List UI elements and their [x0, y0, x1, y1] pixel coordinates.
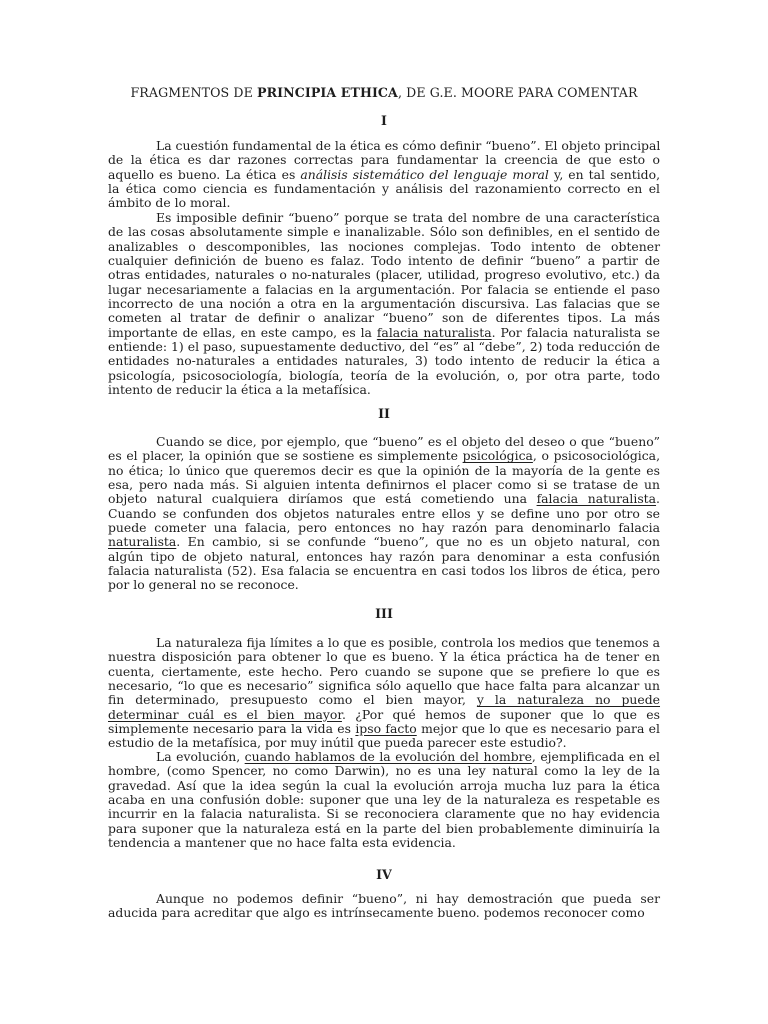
text-line	[108, 550, 660, 564]
text-run: La evolución,	[156, 749, 245, 764]
text-run: analizables o descomponibles, las nociones complejas. Todo intento de obtener	[108, 238, 660, 254]
text-run: tendencia a mantener que no hace falta esta evidencia.	[108, 835, 456, 851]
text-line	[108, 793, 660, 807]
text-line	[108, 636, 660, 650]
text-line	[108, 182, 660, 196]
text-line	[108, 254, 660, 268]
text-line	[108, 564, 660, 578]
text-run: La cuestión fundamental de la ética es cómo definir “bueno”. El objeto principal	[156, 138, 661, 153]
text-run: algún tipo de objeto natural, entonces hay razón para denominar a esta confusión	[108, 548, 660, 564]
text-run: cometen al tratar de definir o analizar “bueno” son de diferentes tipos. La más	[108, 310, 660, 326]
text-line	[108, 153, 660, 167]
text-run: de las cosas absolutamente simple e inanalizable. Sólo son definibles, en el sentido de	[108, 224, 660, 240]
text-run: para suponer que la naturaleza está en la parte del bien probablemente diminuiría la	[108, 820, 660, 836]
text-line	[108, 297, 660, 311]
text-line	[108, 507, 660, 521]
paragraph	[108, 750, 660, 850]
text-run: , ejemplificada en el	[531, 749, 661, 764]
text-line	[108, 650, 660, 664]
paragraph	[108, 139, 660, 211]
text-line	[108, 326, 660, 340]
section-heading: III	[375, 606, 393, 621]
text-run: cuenta, ciertamente, este hecho. Pero cuando se supone que se prefiere lo que es	[108, 663, 660, 679]
text-run: acaba en una confusión doble: suponer que una ley de la naturaleza es respetable es	[108, 792, 660, 808]
text-line	[108, 435, 660, 449]
text-line	[108, 892, 660, 906]
underlined-text: falacia naturalista	[376, 324, 492, 340]
text-line	[108, 750, 660, 764]
text-run: objeto natural cualquiera diríamos que está cometiendo una	[108, 491, 537, 507]
text-run: entiende: 1) el paso, supuestamente deductivo, del “es” al “debe”, 2) toda reducción de	[108, 339, 660, 355]
text-run: importante de ellas, en este campo, es la	[108, 324, 377, 340]
text-run: es el placer, la opinión que se sostiene es simplemente	[108, 448, 463, 464]
text-line	[108, 535, 660, 549]
paragraph	[108, 211, 660, 397]
text-run: incurrir en la falacia naturalista. Si se reconociera claramente que no hay evidencia	[108, 806, 660, 822]
text-run: Cuando se confunden dos objetos naturales entre ellos y se define uno por otro se	[108, 505, 660, 521]
text-line	[108, 807, 660, 821]
text-line	[108, 211, 660, 225]
text-run: ámbito de lo moral.	[108, 195, 231, 211]
paragraph	[108, 636, 660, 751]
text-line	[108, 708, 660, 722]
text-run: estudio de la metafísica, por muy inútil que pueda parecer este estudio?.	[108, 735, 567, 751]
text-line	[108, 449, 660, 463]
text-line	[108, 665, 660, 679]
text-line	[108, 196, 660, 210]
text-line	[108, 139, 660, 153]
text-line	[108, 168, 660, 182]
text-run: Es imposible definir “bueno” porque se trata del nombre de una característica	[156, 210, 660, 225]
text-run: no ética; lo único que queremos decir es que la opinión de la mayoría de la gente es	[108, 462, 660, 478]
text-line	[108, 478, 660, 492]
text-run: la ética como ciencia es fundamentación y análisis del razonamiento correcto en el	[108, 181, 660, 197]
text-run: La naturaleza fija límites a lo que es posible, controla los medios que tenemos a	[156, 635, 660, 650]
paragraph	[108, 435, 660, 593]
text-line	[108, 225, 660, 239]
italic-text: análisis sistemático del lenguaje moral	[300, 166, 549, 182]
text-run: por lo general no se reconoce.	[108, 577, 299, 593]
text-line	[108, 492, 660, 506]
text-run: nuestra disposición para obtener lo que es bueno. Y la ética práctica ha de tener en	[108, 649, 660, 665]
text-run: Aunque no podemos definir “bueno”, ni hay demostración que pueda ser	[156, 891, 660, 906]
text-run: hombre, (como Spencer, no como Darwin), no es una ley natural como la ley de la	[108, 763, 660, 779]
text-run: . En cambio, si se confunde “bueno”, que no es un objeto natural, con	[176, 534, 660, 550]
text-line	[108, 340, 660, 354]
text-run: entidades no-naturales a entidades naturales, 3) todo intento de reducir la ética a	[108, 353, 660, 369]
text-run: aquello es bueno. La ética es	[108, 166, 301, 182]
text-run: otras entidades, naturales o no-naturales (placer, utilidad, progreso evolutivo, etc.) da	[108, 267, 660, 283]
text-run: y, en tal sentido,	[548, 166, 661, 182]
text-run: aducida para acreditar que algo es intrínsecamente bueno. podemos reconocer como	[108, 905, 645, 921]
underlined-text: falacia naturalista	[536, 491, 657, 507]
text-run: . Por falacia naturalista se	[491, 324, 660, 340]
text-run: .	[656, 491, 660, 507]
text-run: gravedad. Así que la idea según la cual la evolución arroja mucha luz para la ética	[108, 777, 660, 793]
text-run: lugar necesariamente a falacias en la argumentación. Por falacia se entiende el paso	[108, 281, 660, 297]
underlined-text: determinar cuál es el bien mayor	[108, 706, 342, 722]
title-suffix: , DE G.E. MOORE PARA COMENTAR	[397, 85, 638, 100]
text-line	[108, 240, 660, 254]
text-run: esa, pero nada más. Si alguien intenta definirnos el placer como si se tratase de un	[108, 477, 660, 493]
text-run: incorrecto de una noción a otra en la argumentación discursiva. Las falacias que se	[108, 296, 660, 312]
title-prefix: FRAGMENTOS DE	[130, 85, 257, 100]
text-line	[108, 779, 660, 793]
text-line	[108, 311, 660, 325]
text-line	[108, 354, 660, 368]
text-line	[108, 283, 660, 297]
underlined-text: y la naturaleza no puede	[476, 692, 661, 708]
text-line	[108, 464, 660, 478]
text-line	[108, 521, 660, 535]
text-run: puede cometer una falacia, pero entonces no hay razón para denominarlo falacia	[108, 520, 660, 536]
text-run: Cuando se dice, por ejemplo, que “bueno” es el objeto del deseo o que “bueno”	[156, 434, 660, 449]
text-line	[108, 383, 660, 397]
section-heading: IV	[376, 867, 392, 882]
section-heading: II	[378, 406, 390, 421]
text-run: intento de reducir la ética a la metafísica.	[108, 382, 371, 398]
text-run: de la ética es dar razones correctas para fundamentar la creencia de que esto o	[108, 152, 660, 168]
text-line	[108, 822, 660, 836]
text-line	[108, 764, 660, 778]
document-title	[108, 86, 660, 100]
text-line	[108, 268, 660, 282]
text-line	[108, 722, 660, 736]
underlined-text: psicológica	[462, 448, 533, 464]
text-line	[108, 693, 660, 707]
underlined-text: ipso facto	[355, 721, 417, 737]
text-run: psicología, psicosociología, biología, teoría de la evolución, o, por otra parte, todo	[108, 367, 660, 383]
title-book-name: PRINCIPIA ETHICA	[257, 85, 398, 100]
text-run: . ¿Por qué hemos de suponer que lo que es	[341, 706, 660, 722]
section-heading: I	[381, 113, 387, 128]
text-line	[108, 906, 660, 920]
paragraph	[108, 892, 660, 921]
text-run: simplemente necesario para la vida es	[108, 721, 356, 737]
text-run: mejor que lo que es necesario para el	[416, 721, 660, 737]
text-run: , o psicosociológica,	[532, 448, 661, 464]
text-line	[108, 578, 660, 592]
text-run: falacia naturalista (52). Esa falacia se encuentra en casi todos los libros de ética, pero	[108, 563, 660, 579]
text-line	[108, 836, 660, 850]
text-run: cualquier definición de bueno es falaz. Todo intento de definir “bueno” a partir de	[108, 253, 660, 269]
text-run: fin determinado, presupuesto como el bien mayor,	[108, 692, 477, 708]
text-run: necesario, “lo que es necesario” significa sólo aquello que hace falta para alcanzar un	[108, 678, 660, 694]
text-line	[108, 679, 660, 693]
text-line	[108, 369, 660, 383]
underlined-text: cuando hablamos de la evolución del hombre	[244, 749, 532, 764]
underlined-text: naturalista	[108, 534, 177, 550]
